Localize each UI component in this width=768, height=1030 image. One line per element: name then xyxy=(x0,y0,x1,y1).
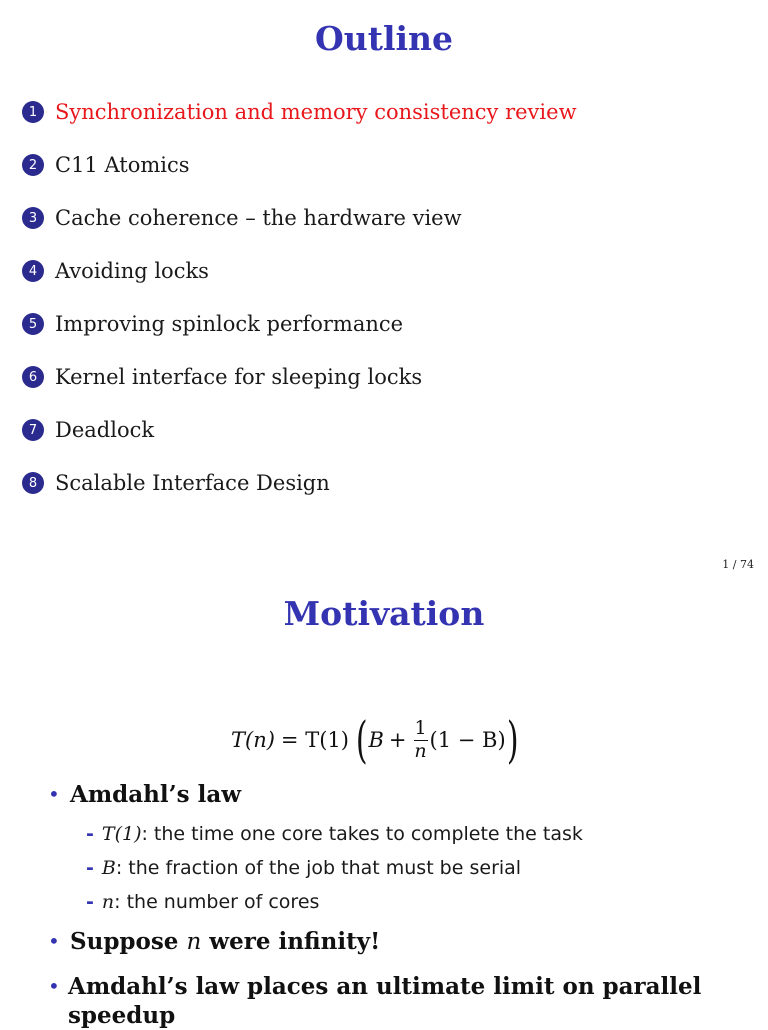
outline-item-label: Synchronization and memory consistency review xyxy=(55,100,577,124)
bullet-symbol: n xyxy=(186,929,202,955)
outline-list xyxy=(22,97,577,521)
sub-bullet-text: : the fraction of the job that must be serial xyxy=(115,857,522,879)
right-paren: ) xyxy=(506,711,519,769)
number-badge: 2 xyxy=(22,154,44,176)
formula-eq: = T(1) xyxy=(280,728,349,752)
bullet-dot: • xyxy=(48,782,60,806)
formula-lhs: T(n) xyxy=(231,728,275,752)
bullet-dot: • xyxy=(48,929,60,953)
left-paren: ( xyxy=(355,711,368,769)
outline-item-label: Deadlock xyxy=(55,418,155,442)
bullet-amdahl xyxy=(48,780,748,809)
outline-item xyxy=(22,203,577,256)
motivation-slide xyxy=(0,580,768,1029)
number-badge: 8 xyxy=(22,472,44,494)
sub-bullet xyxy=(86,885,748,919)
formula-tail: (1 − B) xyxy=(429,728,506,752)
bullet-list xyxy=(48,780,748,1030)
bullet-text-pre: Suppose xyxy=(70,928,187,955)
number-badge: 6 xyxy=(22,366,44,388)
outline-item xyxy=(22,362,577,415)
outline-item xyxy=(22,309,577,362)
outline-item-label: Kernel interface for sleeping locks xyxy=(55,365,423,389)
outline-item-label: Cache coherence – the hardware view xyxy=(55,206,462,230)
bullet-text-post: were infinity! xyxy=(201,928,381,955)
outline-item-label: C11 Atomics xyxy=(55,153,190,177)
sub-bullet-symbol: T(1) xyxy=(101,823,142,845)
outline-item-label: Scalable Interface Design xyxy=(55,471,330,495)
formula-b: B xyxy=(368,728,384,752)
bullet-text: Amdahl’s law xyxy=(70,781,242,808)
fraction-numerator: 1 xyxy=(414,716,427,739)
dash-marker: - xyxy=(86,891,94,913)
sub-bullet-symbol: B xyxy=(101,857,116,879)
bullet-suppose xyxy=(48,927,748,957)
fraction-denominator: n xyxy=(414,739,427,762)
number-badge: 5 xyxy=(22,313,44,335)
slide-title: Outline xyxy=(314,19,454,58)
bullet-limit xyxy=(48,972,748,1030)
sub-bullet xyxy=(86,817,748,851)
formula-plus: + xyxy=(388,728,407,752)
sub-bullet xyxy=(86,851,748,885)
sub-bullet-symbol: n xyxy=(101,891,115,913)
outline-item xyxy=(22,256,577,309)
outline-item xyxy=(22,468,577,521)
sub-bullet-text: : the time one core takes to complete the task xyxy=(141,823,583,845)
outline-item-label: Avoiding locks xyxy=(55,259,209,283)
dash-marker: - xyxy=(86,857,94,879)
bullet-text: Amdahl’s law places an ultimate limit on parallel speedup xyxy=(67,973,702,1029)
outline-item xyxy=(22,415,577,468)
bullet-dot: • xyxy=(48,974,60,998)
amdahl-formula xyxy=(231,708,519,772)
page-number: 1 / 74 xyxy=(722,558,754,571)
sub-bullet-list xyxy=(48,817,748,919)
dash-marker: - xyxy=(86,823,94,845)
outline-item xyxy=(22,150,577,203)
number-badge: 7 xyxy=(22,419,44,441)
number-badge: 3 xyxy=(22,207,44,229)
outline-item xyxy=(22,97,577,150)
number-badge: 1 xyxy=(22,101,44,123)
formula-fraction xyxy=(414,716,428,762)
outline-item-label: Improving spinlock performance xyxy=(55,312,404,336)
slide-title: Motivation xyxy=(283,594,485,633)
sub-bullet-text: : the number of cores xyxy=(114,891,320,913)
number-badge: 4 xyxy=(22,260,44,282)
